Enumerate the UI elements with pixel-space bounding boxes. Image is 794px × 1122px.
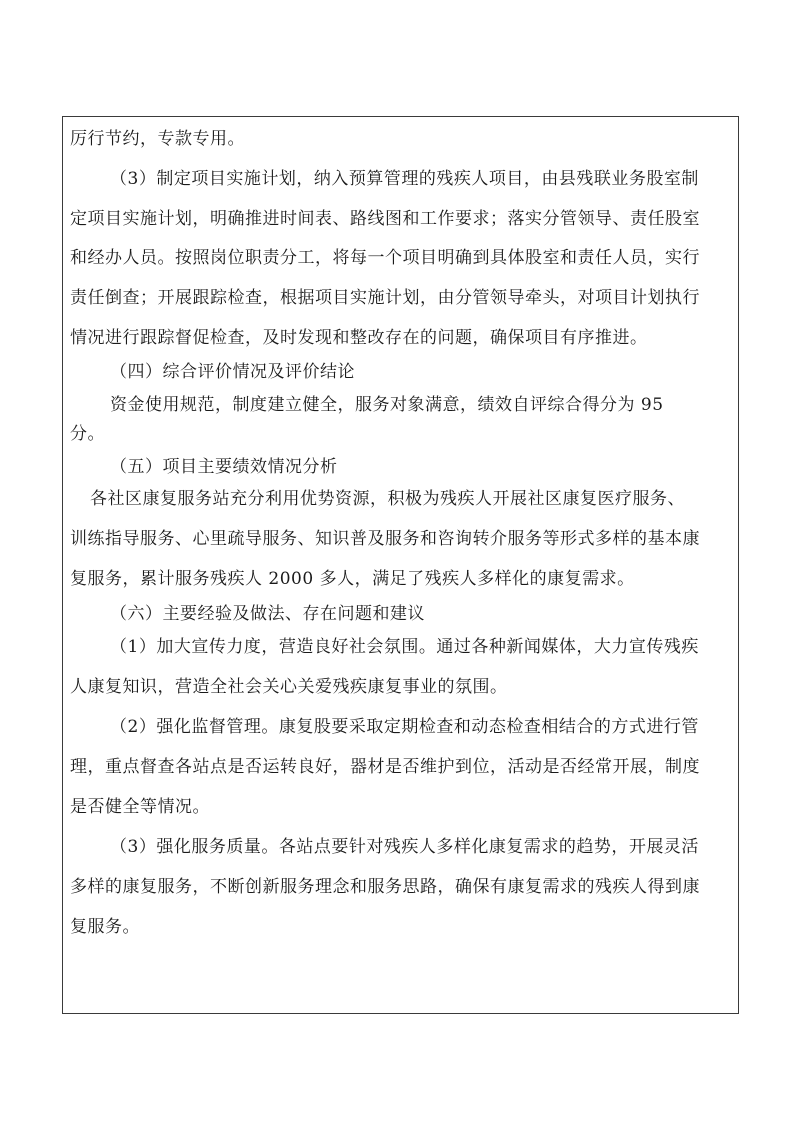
text-line: 人康复知识，营造全社会关心关爱残疾康复事业的氛围。 [70, 677, 508, 697]
text-line: 资金使用规范，制度建立健全，服务对象满意，绩效自评综合得分为 95 [110, 395, 664, 415]
text-line: （3）强化服务质量。各站点要针对残疾人多样化康复需求的趋势，开展灵活 [110, 837, 699, 857]
text-line: 理，重点督查各站点是否运转良好，器材是否维护到位，活动是否经常开展，制度 [70, 757, 700, 777]
text-line: 复服务。 [70, 917, 140, 937]
text-line: 厉行节约，专款专用。 [70, 129, 245, 149]
text-line: 多样的康复服务，不断创新服务理念和服务思路，确保有康复需求的残疾人得到康 [70, 877, 700, 897]
text-line: 训练指导服务、心里疏导服务、知识普及服务和咨询转介服务等形式多样的基本康 [70, 529, 700, 549]
text-line: 情况进行跟踪督促检查，及时发现和整改存在的问题，确保项目有序推进。 [70, 328, 648, 348]
text-line: 复服务，累计服务残疾人 2000 多人，满足了残疾人多样化的康复需求。 [70, 569, 635, 589]
section-heading: （五）项目主要绩效情况分析 [110, 457, 338, 477]
text-line: 分。 [70, 424, 105, 444]
text-line: （2）强化监督管理。康复股要采取定期检查和动态检查相结合的方式进行管 [110, 717, 699, 737]
section-heading: （六）主要经验及做法、存在问题和建议 [110, 604, 425, 624]
section-heading: （四）综合评价情况及评价结论 [110, 362, 355, 382]
text-line: 责任倒查；开展跟踪检查，根据项目实施计划，由分管领导牵头，对项目计划执行 [70, 288, 700, 308]
text-line: （1）加大宣传力度，营造良好社会氛围。通过各种新闻媒体，大力宣传残疾 [110, 637, 699, 657]
text-line: 各社区康复服务站充分利用优势资源，积极为残疾人开展社区康复医疗服务、 [90, 489, 685, 509]
text-line: 定项目实施计划，明确推进时间表、路线图和工作要求；落实分管领导、责任股室 [70, 209, 700, 229]
text-line: 和经办人员。按照岗位职责分工，将每一个项目明确到具体股室和责任人员，实行 [70, 248, 700, 268]
text-line: 是否健全等情况。 [70, 797, 210, 817]
text-line: （3）制定项目实施计划，纳入预算管理的残疾人项目，由县残联业务股室制 [110, 169, 699, 189]
